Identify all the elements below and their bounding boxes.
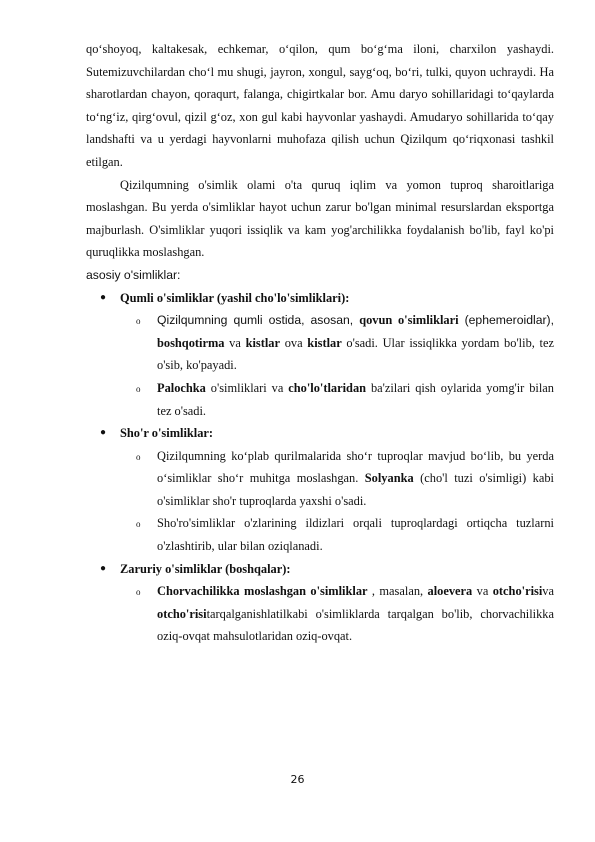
circle-bullet-icon: o — [136, 383, 141, 394]
section-essential-plants — [86, 558, 554, 581]
circle-bullet-icon: o — [136, 587, 141, 598]
bullet-icon: ● — [100, 291, 107, 303]
bullet-icon: ● — [100, 427, 107, 439]
paragraph-flora-intro: Qizilqumning o'simlik olami o'ta quruq iqlim va yomon tuproq sharoitlariga moslashgan. Bu yerda o'simliklar hayot uchun zarur bo'lgan minimal resurslardan eksportga majburlash. O'simliklar yuqori issiqlik va kam yog'archilikka foydalanish bo'lib, fayl ko'pi quruqlikka moslashgan. — [86, 177, 554, 260]
section-salt-plants — [86, 422, 554, 445]
list-item: o Qizilqumning ko‘plab qurilmalarida sho‘r tuproqlar mavjud bo‘lib, bu yerda o‘simliklar sho‘r muhitga moslashgan. Solyanka (cho'l tuzi o'simligi) kabi o'simliklar sho'r tuproqlarda yaxshi o'sadi. — [86, 445, 554, 513]
circle-bullet-icon: o — [136, 519, 141, 530]
list-item: o Sho'ro'simliklar o'zlarining ildizlari orqali tuproqlardagi ortiqcha tuzlarni o'zlashtirib, ular bilan oziqlanadi. — [86, 512, 554, 557]
section-title: Qumli o'simliklar (yashil cho'lo'simliklari): — [120, 290, 350, 305]
section-title: Sho'r o'simliklar: — [120, 426, 214, 441]
list-item: o Qizilqumning qumli ostida, asosan, qovun o'simliklari (ephemeroidlar), boshqotirma va kistlar ova kistlar o'sadi. Ular issiqlikka yordam bo'lib, tez o'sib, ko'payadi. — [86, 309, 554, 377]
paragraph-fauna: qo‘shoyoq, kaltakesak, echkemar, o‘qilon, qum bo‘g‘ma iloni, charxilon yashaydi. Sutemizuvchilardan cho‘l mu shugi, jayron, xongul, sayg‘oq, bo‘ri, tulki, quyon uchraydi. Ha sharotlardan chayon, qoraqurt, falanga, chigirtkalar bor. Amu daryo sohillaridagi to‘qaylarda to‘ng‘iz, qirg‘ovul, qizil g‘oz, xon gul kabi hayvonlar yashaydi. Amudaryo sohillarida to‘qay landshafti va u yerdagi hayvonlarni muhofaza qilish uchun Qizilqum qo‘riqxonasi tashkil etilgan. — [86, 42, 554, 169]
list-item: o Palochka o'simliklari va cho'lo'tlaridan ba'zilari qish oylarida yomg'ir bilan tez o'sadi. — [86, 377, 554, 422]
section-sandy-plants — [86, 287, 554, 310]
document-page — [86, 38, 554, 648]
list-item: o Chorvachilikka moslashgan o'simliklar , masalan, aloevera va otcho'risiva otcho'risitarqalganishlatilkabi o'simliklarda tarqalgan bo'lib, chorvachilikka oziq-ovqat mahsulotlaridan oziq-ovqat. — [86, 580, 554, 648]
section-title: Zaruriy o'simliklar (boshqalar): — [120, 561, 291, 576]
bullet-icon: ● — [100, 562, 107, 574]
circle-bullet-icon: o — [136, 451, 141, 462]
page-number: 26 — [290, 773, 305, 786]
circle-bullet-icon: o — [136, 316, 141, 327]
main-plants-label: asosiy o'simliklar: — [86, 267, 181, 282]
